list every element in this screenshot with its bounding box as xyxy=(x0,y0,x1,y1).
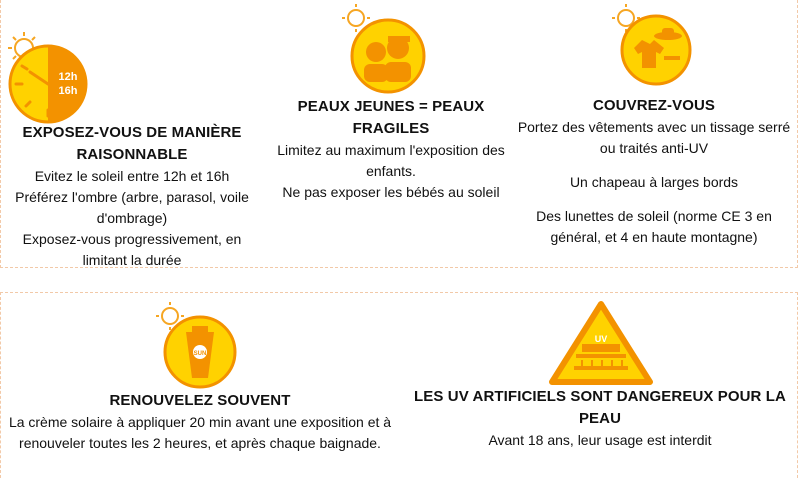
card-title: EXPOSEZ-VOUS DE MANIÈRE RAISONNABLE xyxy=(22,124,242,163)
card-line: Portez des vêtements avec un tissage serré ou traités anti-UV xyxy=(517,119,791,156)
clothes-sun-icon xyxy=(604,0,700,90)
card-line: La crème solaire à appliquer 20 min avant une exposition et à renouveler toutes les 2 heures, et après chaque baignade. xyxy=(8,414,392,451)
card-peaux-jeunes xyxy=(268,96,514,203)
card-line: Un chapeau à larges bords xyxy=(569,174,739,190)
card-title: COUVREZ-VOUS xyxy=(592,97,716,114)
sunscreen-sun-icon xyxy=(148,296,244,390)
svg-text:UV: UV xyxy=(594,334,608,344)
card-uv-artificiels xyxy=(400,386,800,451)
clock-sun-icon xyxy=(0,28,96,124)
card-title: PEAUX JEUNES = PEAUX FRAGILES xyxy=(297,98,485,137)
card-renouvelez xyxy=(0,390,400,454)
card-line: Préférez l'ombre (arbre, parasol, voile d'ombrage) xyxy=(15,189,249,226)
card-expose-raisonnable xyxy=(0,122,264,271)
card-line: Des lunettes de soleil (norme CE 3 en général, et 4 en haute montagne) xyxy=(536,208,772,245)
card-line: Evitez le soleil entre 12h et 16h xyxy=(34,168,230,184)
card-line: Limitez au maximum l'exposition des enfants. xyxy=(277,142,505,179)
svg-text:16h: 16h xyxy=(58,85,78,97)
card-couvrez-vous xyxy=(512,95,796,248)
card-title: LES UV ARTIFICIELS SONT DANGEREUX POUR LA PEAU xyxy=(414,388,786,427)
uv-warning-icon xyxy=(548,300,654,386)
card-line: Avant 18 ans, leur usage est interdit xyxy=(488,432,712,448)
card-line: Exposez-vous progressivement, en limitant la durée xyxy=(22,231,242,268)
card-line: Ne pas exposer les bébés au soleil xyxy=(282,184,500,200)
kids-sun-icon xyxy=(336,2,432,96)
card-title: RENOUVELEZ SOUVENT xyxy=(109,392,291,409)
svg-text:12h: 12h xyxy=(58,71,78,83)
svg-text:SUN: SUN xyxy=(193,351,207,357)
